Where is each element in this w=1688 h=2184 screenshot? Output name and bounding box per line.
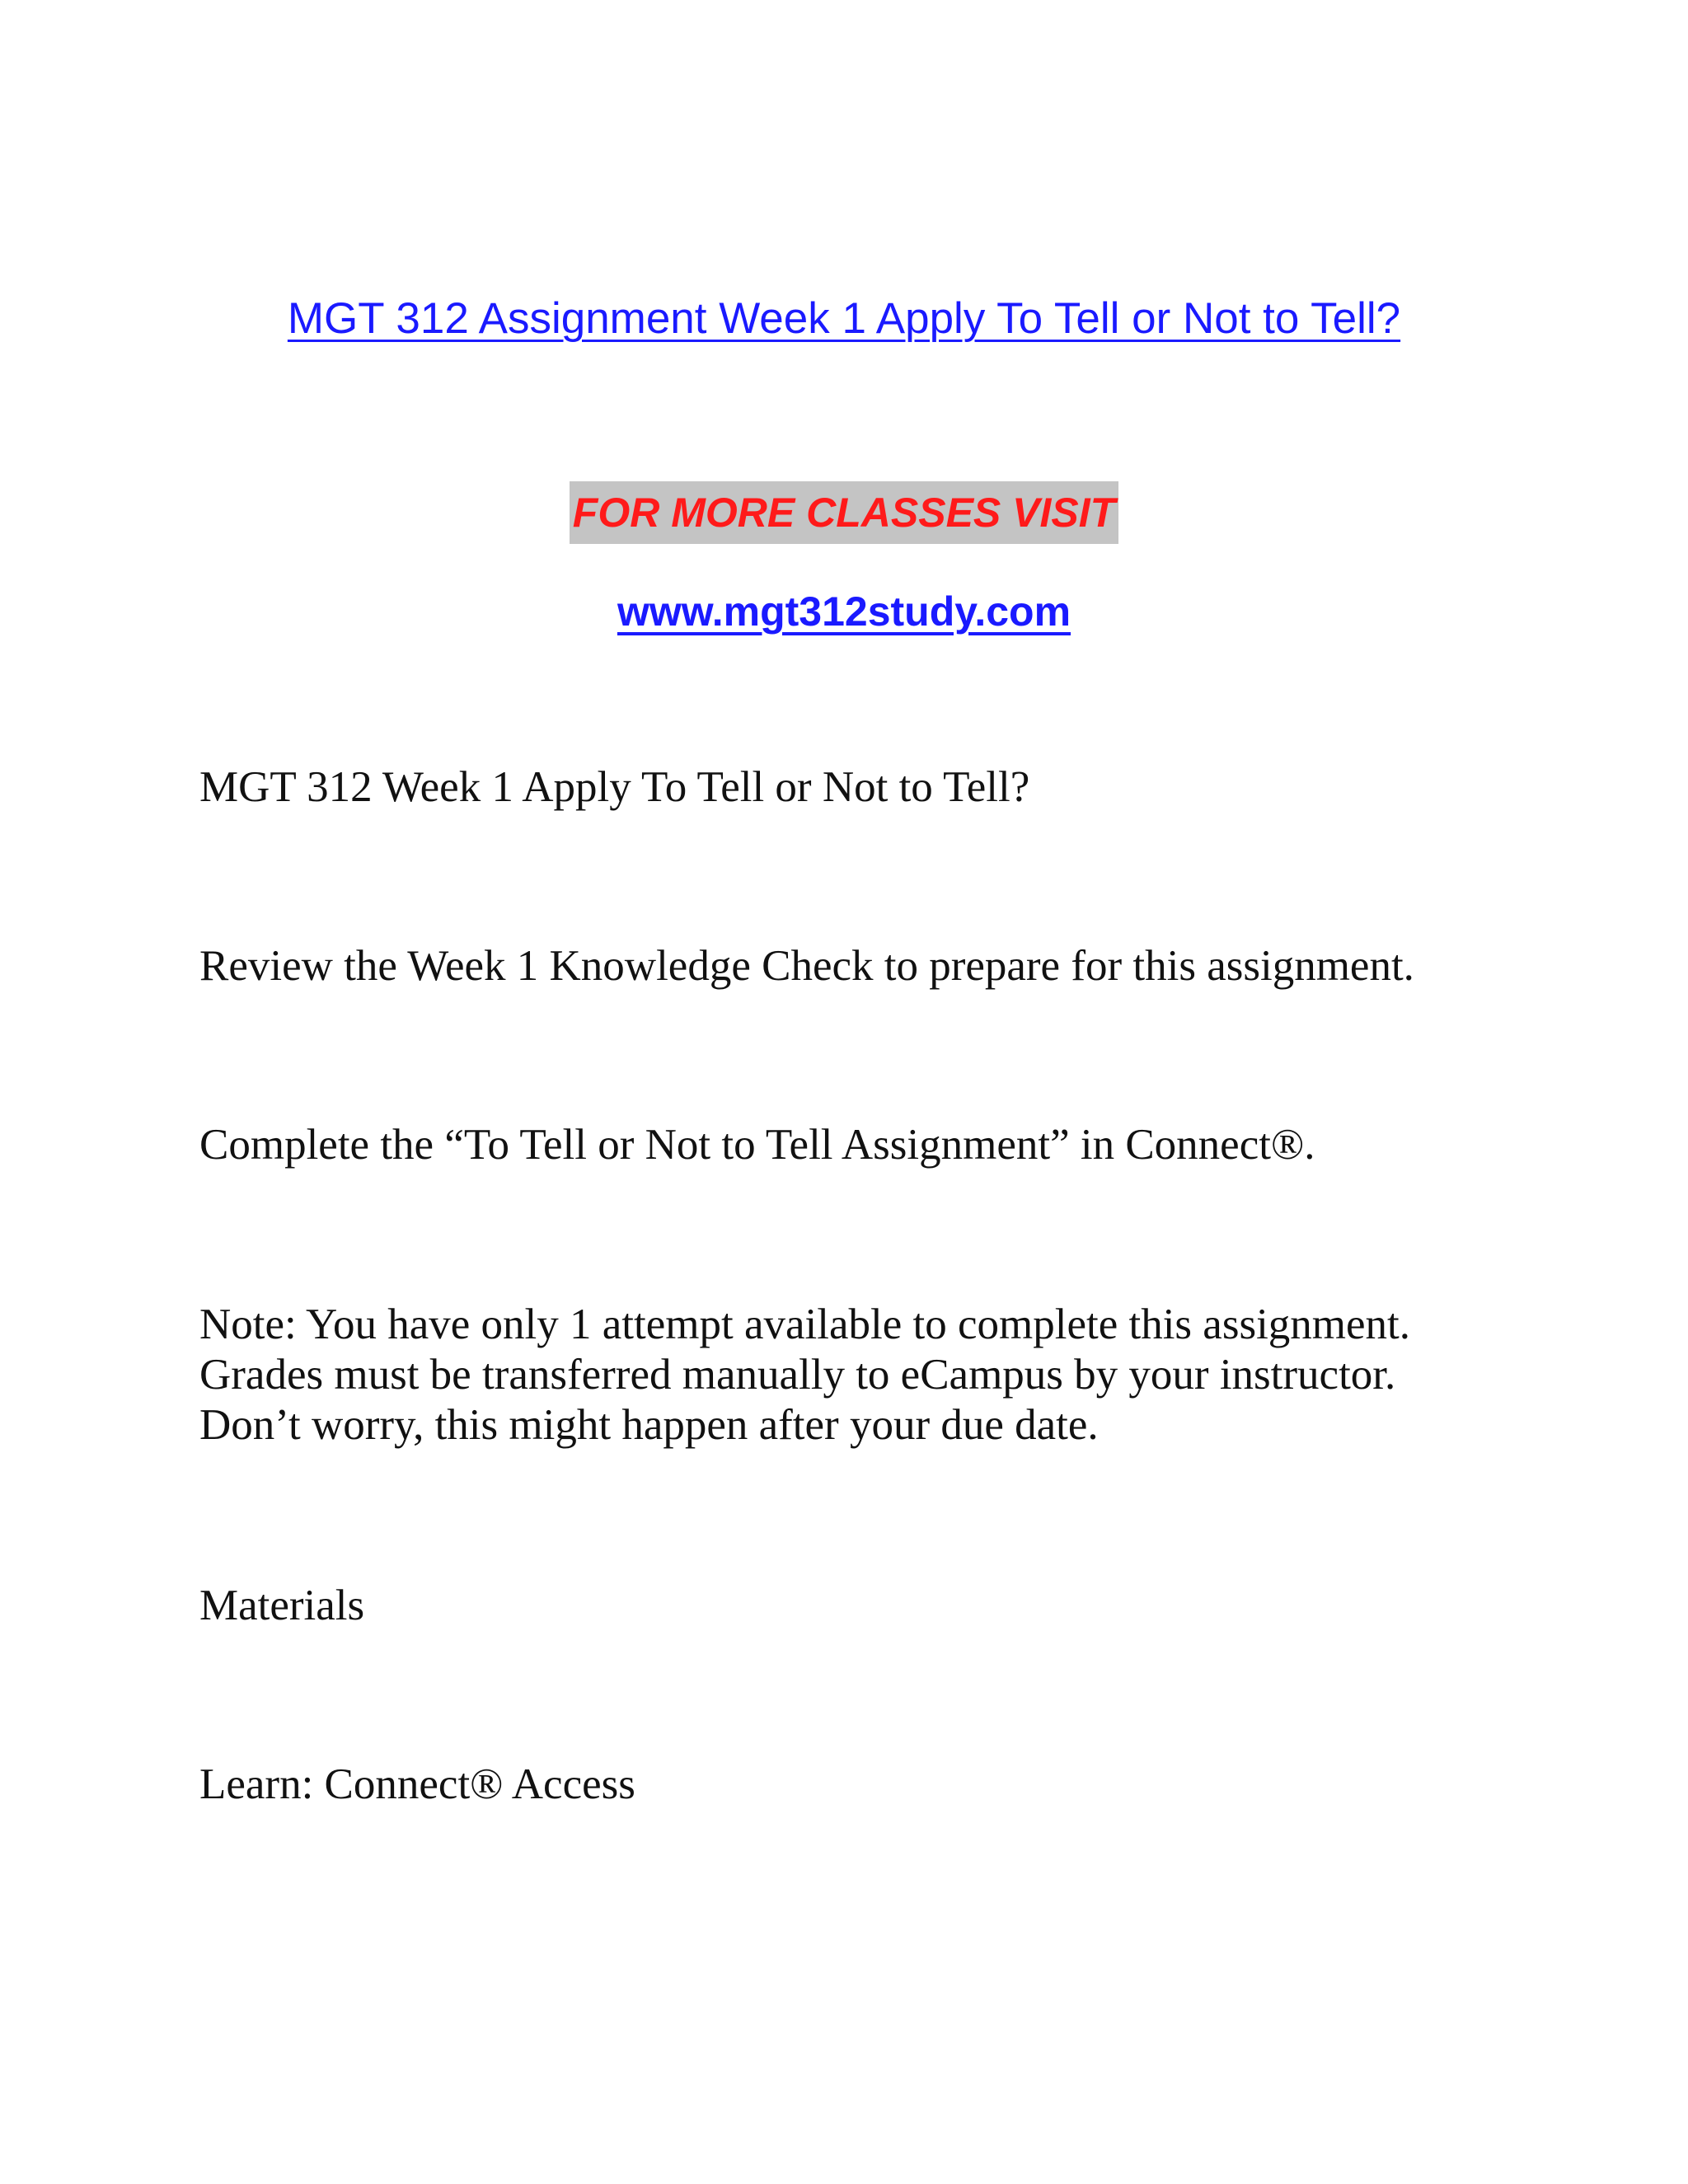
site-link[interactable]: www.mgt312study.com: [617, 588, 1071, 635]
complete-paragraph: Complete the “To Tell or Not to Tell Assignment” in Connect®.: [199, 1121, 1315, 1169]
assignment-heading: MGT 312 Week 1 Apply To Tell or Not to Tell?: [199, 763, 1030, 811]
promo-banner: [0, 481, 1688, 544]
note-paragraph: [199, 1300, 1410, 1451]
note-line: Grades must be transferred manually to eCampus by your instructor.: [199, 1351, 1396, 1399]
learn-line: Learn: Connect® Access: [199, 1760, 635, 1808]
note-line: Don’t worry, this might happen after your due date.: [199, 1401, 1099, 1449]
title-link[interactable]: MGT 312 Assignment Week 1 Apply To Tell or Not to Tell?: [287, 294, 1401, 343]
note-line: Note: You have only 1 attempt available to complete this assignment.: [199, 1301, 1411, 1348]
promo-text: FOR MORE CLASSES VISIT: [570, 481, 1118, 544]
review-paragraph: Review the Week 1 Knowledge Check to prepare for this assignment.: [199, 942, 1414, 990]
materials-heading: Materials: [199, 1582, 365, 1629]
